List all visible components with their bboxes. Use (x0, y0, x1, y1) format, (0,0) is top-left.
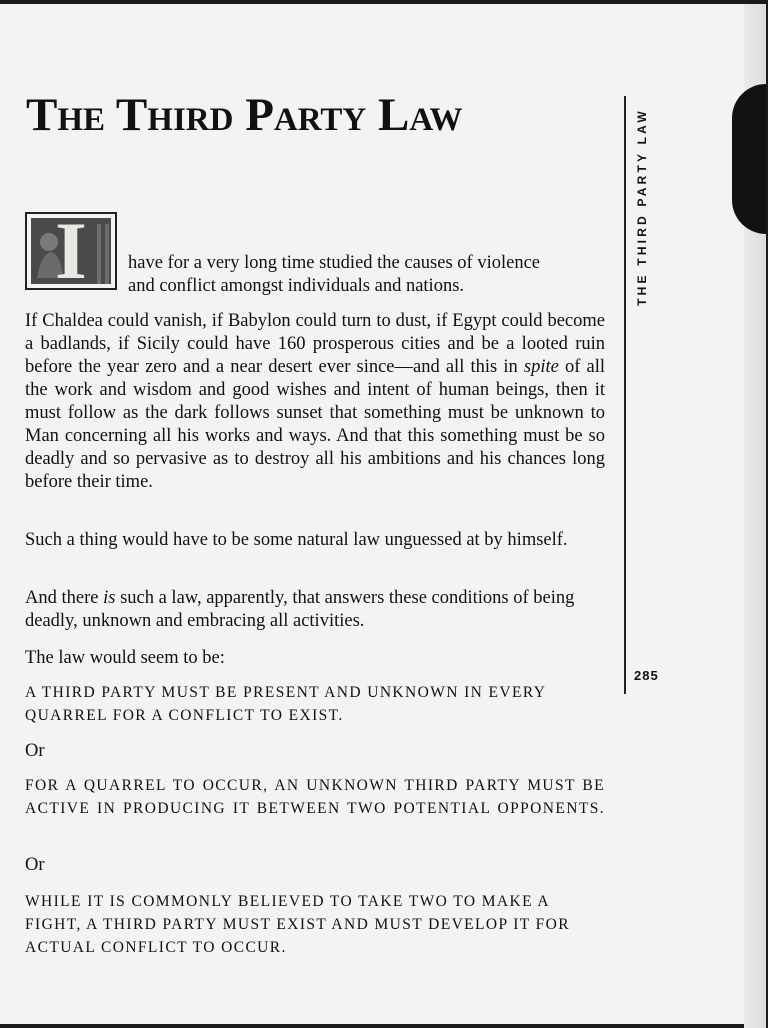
law-statement-3: WHILE IT IS COMMONLY BELIEVED TO TAKE TWO TO MAKE A FIGHT, A THIRD PARTY MUST EXIST AND MUST DEVELOP IT FOR ACTUAL CONFLICT TO OCCUR. (25, 893, 571, 956)
page-number: 285 (634, 668, 659, 683)
p1-line2: and conflict amongst individuals and nations. (128, 276, 465, 296)
drop-cap (25, 212, 117, 290)
p1-line1: have for a very long time studied the causes of violence (128, 253, 540, 273)
running-head (632, 102, 652, 312)
chapter-title: The Third Party Law (26, 89, 463, 141)
p4-emphasis: is (103, 588, 116, 608)
p2-text-a: If Chaldea could vanish, if Babylon could turn to dust, if Egypt could become a badlands, if Sicily could have 160 prosperous cities and be a looted ruin before the year zero and a near desert ever since—and all this in (25, 311, 605, 377)
drop-cap-illustration (31, 218, 111, 284)
paragraph-1 (128, 252, 605, 298)
or-separator-1: Or (25, 741, 45, 761)
p2-text-b: of all the work and wisdom and good wishes and intent of human beings, then it must follow as the dark follows sunset that something must be unknown to Man concerning all his works and ways. And that this something must be so deadly and so pervasive as to destroy all his ambitions and his chances long before their time. (25, 357, 606, 492)
paragraph-2 (25, 310, 605, 494)
p2-emphasis: spite (523, 357, 559, 377)
law-statement-2: FOR A QUARREL TO OCCUR, AN UNKNOWN THIRD PARTY MUST BE ACTIVE IN PRODUCING IT BETWEEN TWO POTENTIAL OPPONENTS. (25, 777, 605, 817)
paragraph-4 (25, 587, 605, 633)
paragraph-3: Such a thing would have to be some natural law unguessed at by himself. (25, 530, 568, 550)
book-page (0, 4, 766, 1024)
drop-cap-letter: I (55, 218, 87, 284)
p4-text-b: such a law, apparently, that answers these conditions of being deadly, unknown and embracing all activities. (25, 588, 575, 631)
running-head-text: THE THIRD PARTY LAW (635, 108, 649, 306)
margin-rule (624, 96, 626, 694)
p4-text-a: And there (25, 588, 104, 608)
thumb-tab (732, 84, 766, 234)
or-separator-2: Or (25, 855, 45, 875)
law-statement-1: A THIRD PARTY MUST BE PRESENT AND UNKNOWN IN EVERY QUARREL FOR A CONFLICT TO EXIST. (25, 684, 546, 724)
paragraph-5: The law would seem to be: (25, 648, 225, 668)
